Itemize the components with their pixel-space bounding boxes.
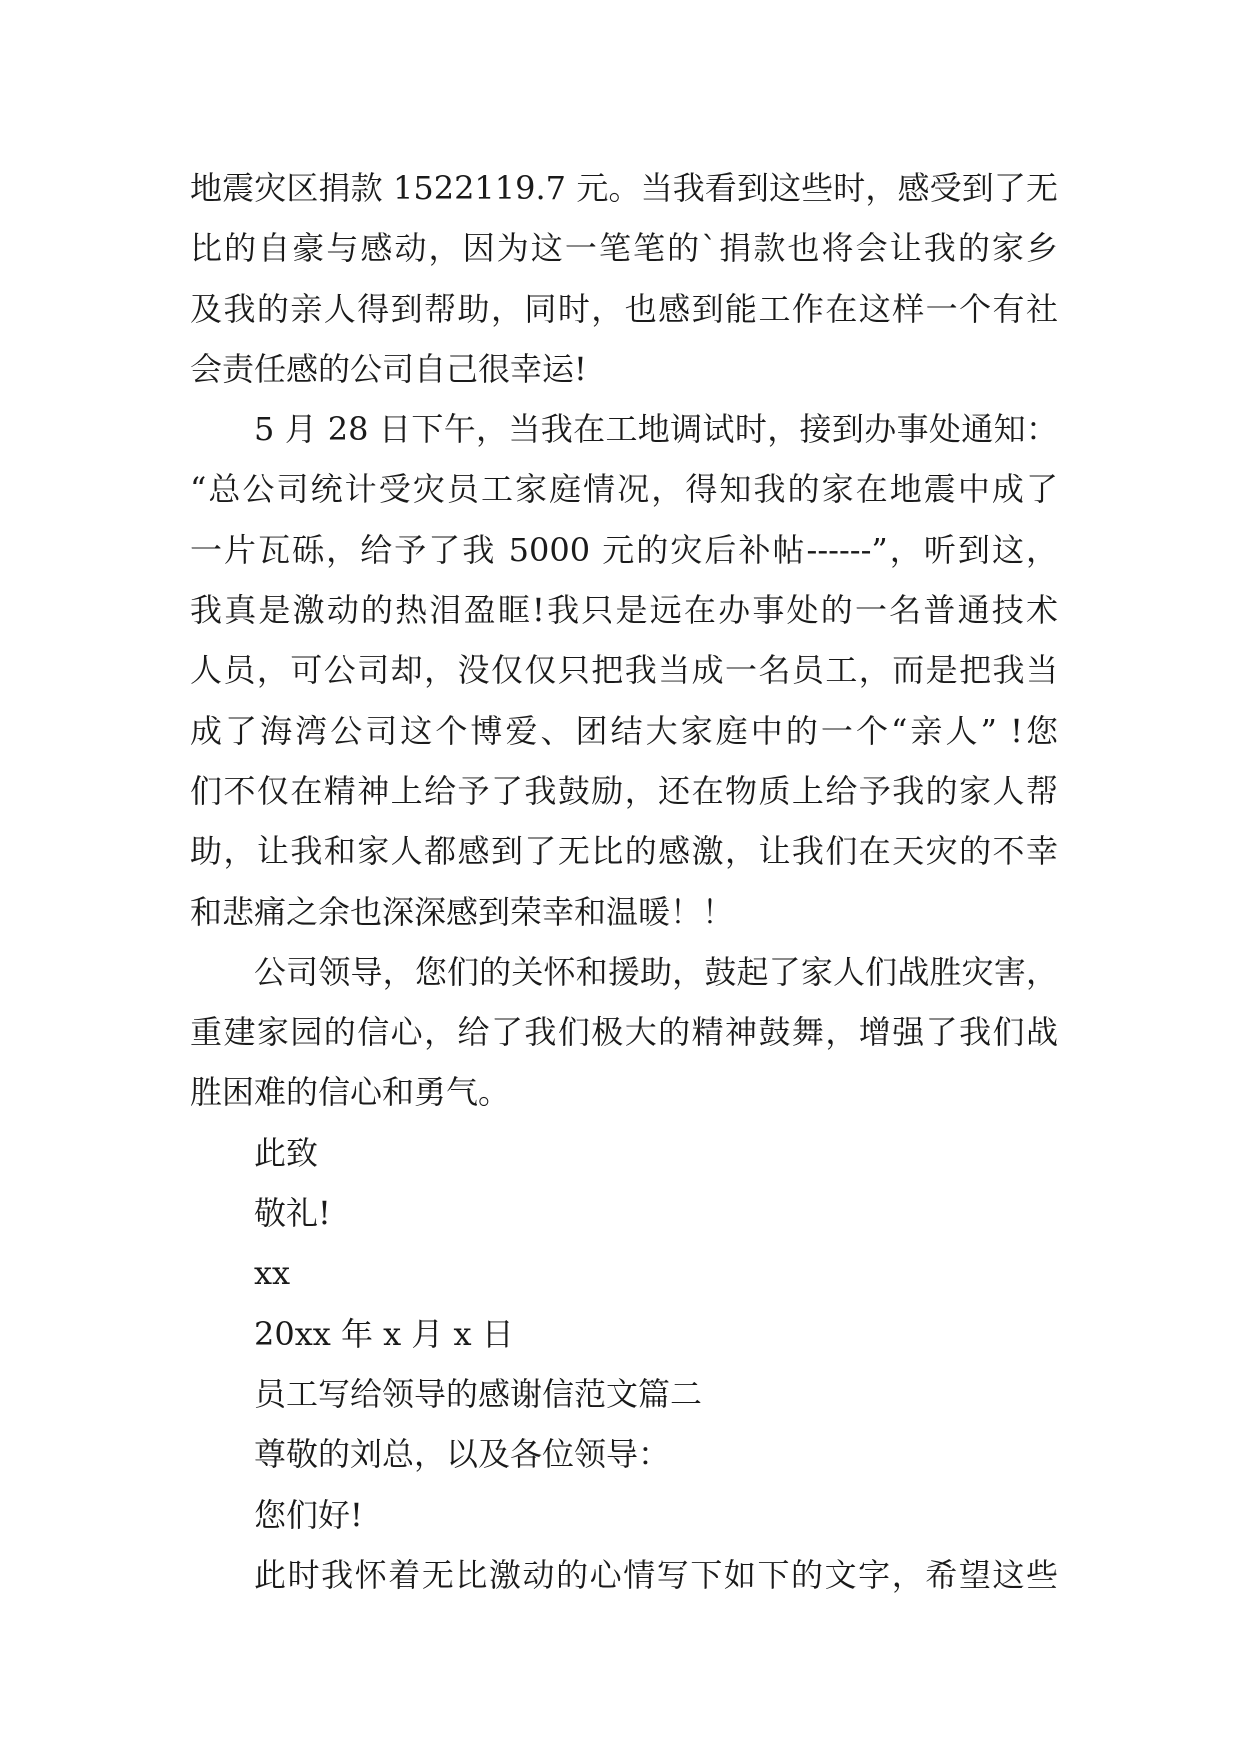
text-line: “总公司统计受灾员工家庭情况，得知我的家在地震中成了 xyxy=(190,470,1058,509)
text-line: 们不仅在精神上给予了我鼓励，还在物质上给予我的家人帮 xyxy=(190,771,1058,810)
text-line: 人员，可公司却，没仅仅只把我当成一名员工，而是把我当 xyxy=(190,651,1058,690)
text-line: 胜困难的信心和勇气。 xyxy=(190,1073,511,1112)
text-line: 此时我怀着无比激动的心情写下如下的文字，希望这些 xyxy=(254,1555,1058,1594)
text-line: 助，让我和家人都感到了无比的感激，让我们在天灾的不幸 xyxy=(190,832,1058,871)
text-line: 地震灾区捐款 1522119.7 元。当我看到这些时，感受到了无 xyxy=(190,169,1058,207)
text-line: 敬礼! xyxy=(254,1194,331,1233)
text-line: 20xx 年 x 月 x 日 xyxy=(254,1314,514,1353)
text-line: 员工写给领导的感谢信范文篇二 xyxy=(254,1374,703,1413)
text-line: 重建家园的信心，给了我们极大的精神鼓舞，增强了我们战 xyxy=(190,1013,1058,1052)
text-line: 您们好! xyxy=(254,1495,363,1534)
text-line: 公司领导，您们的关怀和援助，鼓起了家人们战胜灾害， xyxy=(254,952,1058,991)
text-line: 此致 xyxy=(254,1133,319,1172)
text-line: 和悲痛之余也深深感到荣幸和温暖！！ xyxy=(190,892,735,931)
text-line: 尊敬的刘总，以及各位领导： xyxy=(254,1435,671,1474)
text-line: 比的自豪与感动，因为这一笔笔的`捐款也将会让我的家乡 xyxy=(190,229,1058,268)
text-line: 会责任感的公司自己很幸运! xyxy=(190,349,587,388)
text-line: 我真是激动的热泪盈眶!我只是远在办事处的一名普通技术 xyxy=(190,591,1058,630)
text-line: 一片瓦砾，给予了我 5000 元的灾后补帖------”，听到这， xyxy=(190,530,1058,569)
letter-body xyxy=(190,158,1058,1605)
text-line: 5 月 28 日下午，当我在工地调试时，接到办事处通知： xyxy=(254,410,1058,449)
text-line: 及我的亲人得到帮助，同时，也感到能工作在这样一个有社 xyxy=(190,289,1058,328)
text-line: xx xyxy=(254,1254,291,1293)
text-line: 成了海湾公司这个博爱、团结大家庭中的一个“亲人” !您 xyxy=(190,711,1058,750)
